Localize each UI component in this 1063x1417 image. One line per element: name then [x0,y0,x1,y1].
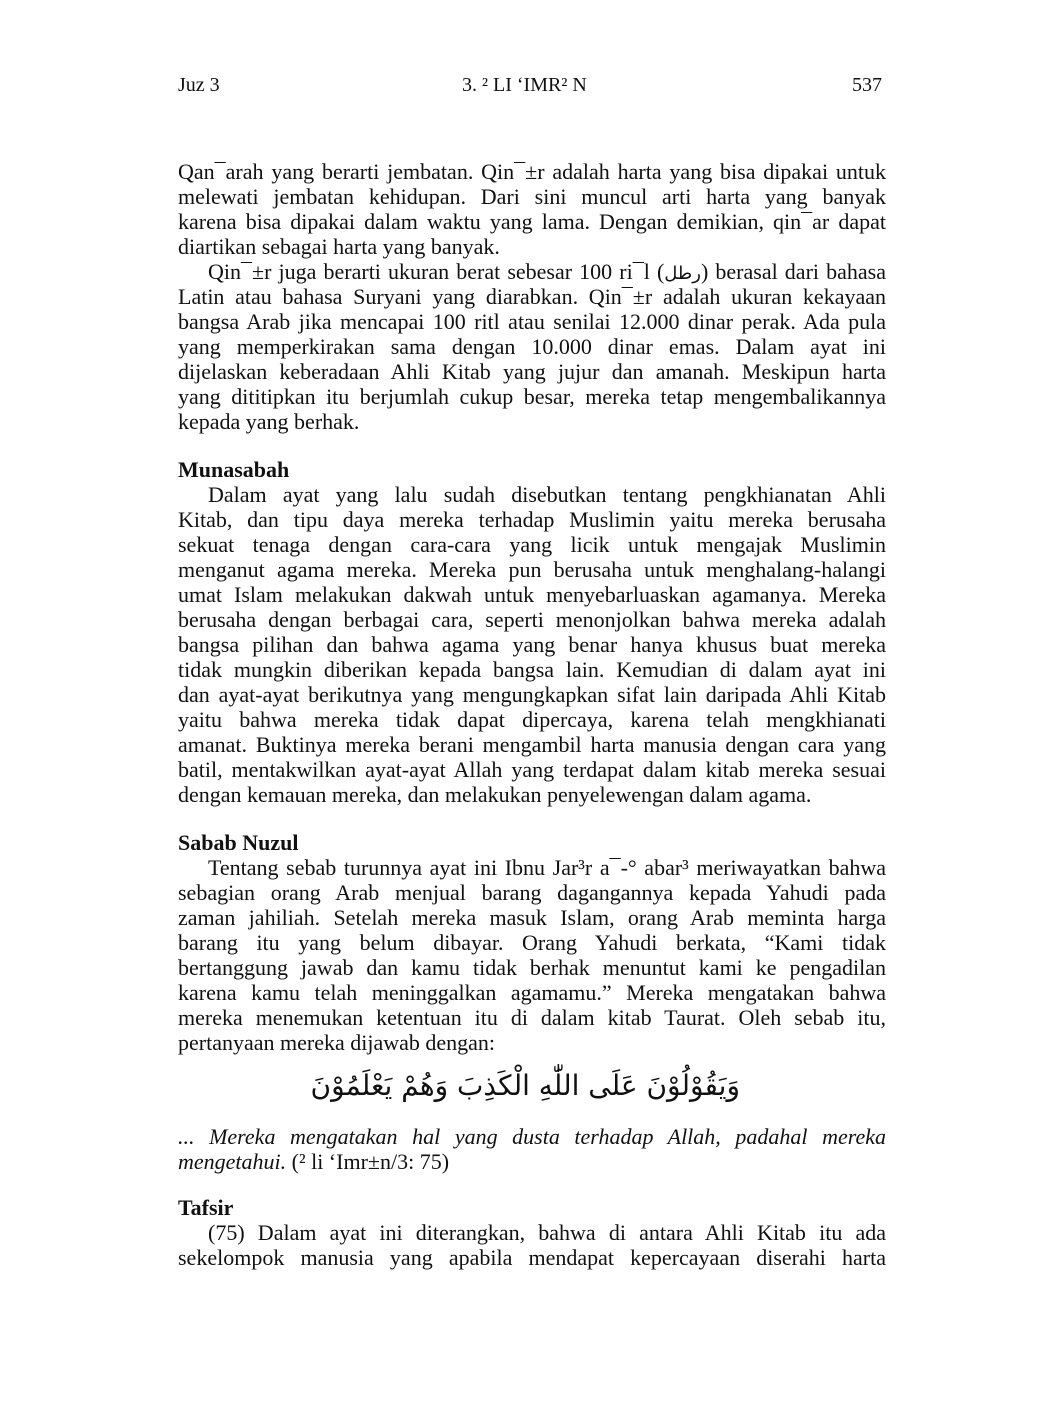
text-line: batil, mentakwilkan ayat-ayat Allah yang terdapat dalam kitab mereka sesuai [178,757,886,782]
text-line: yaitu bahwa mereka tidak dapat dipercaya, karena telah mengkhianati [178,707,886,732]
text-line: (75) Dalam ayat ini diterangkan, bahwa di antara Ahli Kitab itu ada [208,1220,886,1245]
text-line: karena bisa dipakai dalam waktu yang lama. Dengan demikian, qin¯ar dapat [178,209,886,234]
paragraph-qintar-definition [178,159,886,259]
text-line: karena kamu telah meninggalkan agamamu.” Mereka mengatakan bahwa [178,980,886,1005]
quran-verse-arabic: وَيَقُوْلُوْنَ عَلَى اللّٰهِ الْكَذِبَ وَهُمْ يَعْلَمُوْنَ [310,1069,740,1102]
text-line: umat Islam melakukan dakwah untuk menyebarluaskan agamanya. Mereka [178,582,886,607]
text-line: berusaha dengan berbagai cara, seperti menonjolkan bahwa mereka adalah [178,607,886,632]
text-line: bangsa pilihan dan bahwa agama yang benar hanya khusus buat mereka [178,632,886,657]
text-line: mereka menemukan ketentuan itu di dalam kitab Taurat. Oleh sebab itu, [178,1005,886,1030]
text-line: sekuat tenaga dengan cara-cara yang licik untuk mengajak Muslimin [178,532,886,557]
heading-sabab-nuzul: Sabab Nuzul [178,830,299,855]
text-line: pertanyaan mereka dijawab dengan: [178,1030,496,1055]
running-header-surah: 3. ² LI ‘IMR² N [462,74,587,96]
text-line [178,1149,886,1174]
text-line: Latin atau bahasa Suryani yang diarabkan. Qin¯±r adalah ukuran kekayaan [178,284,886,309]
text-line: tidak mungkin diberikan kepada bangsa lain. Kemudian di dalam ayat ini [178,657,886,682]
text-line: yang memperkirakan sama dengan 10.000 dinar emas. Dalam ayat ini [178,334,886,359]
text-line: sekelompok manusia yang apabila mendapat kepercayaan diserahi harta [178,1245,886,1270]
text-line: dijelaskan keberadaan Ahli Kitab yang jujur dan amanah. Meskipun harta [178,359,886,384]
text-line: Kitab, dan tipu daya mereka terhadap Muslimin yaitu mereka berusaha [178,507,886,532]
text-line: diartikan sebagai harta yang banyak. [178,234,500,259]
page-number: 537 [852,74,882,96]
paragraph-munasabah [178,482,886,807]
heading-tafsir: Tafsir [178,1195,234,1220]
text-line: bertanggung jawab dan kamu tidak berhak menuntut kami ke pengadilan [178,955,886,980]
text-line: dengan kemauan mereka, dan melakukan penyelewengan dalam agama. [178,782,812,807]
text-line: barang itu yang belum dibayar. Orang Yahudi berkata, “Kami tidak [178,930,886,955]
text-line: Qan¯arah yang berarti jembatan. Qin¯±r adalah harta yang bisa dipakai untuk [178,159,886,184]
verse-reference: (² li ‘Imr±n/3: 75) [286,1149,450,1174]
text-line: Dalam ayat yang lalu sudah disebutkan tentang pengkhianatan Ahli [208,482,886,507]
text-line: amanat. Buktinya mereka berani mengambil harta manusia dengan cara yang [178,732,886,757]
text-line: zaman jahiliah. Setelah mereka masuk Islam, orang Arab meminta harga [178,905,886,930]
text-line: Tentang sebab turunnya ayat ini Ibnu Jar³r a¯-° abar³ meriwayatkan bahwa [208,855,886,880]
translation-text: mengetahui. [178,1149,287,1174]
text-line: yang dititipkan itu berjumlah cukup besar, mereka tetap mengembalikannya [178,384,886,409]
heading-munasabah: Munasabah [178,457,290,482]
text-line: melewati jembatan kehidupan. Dari sini muncul arti harta yang banyak [178,184,886,209]
text-line: menganut agama mereka. Mereka pun berusaha untuk menghalang-halangi [178,557,886,582]
text-line: kepada yang berhak. [178,409,360,434]
paragraph-qintar-weight [178,259,886,434]
arabic-word: رطل [664,263,701,284]
text-line: sebagian orang Arab menjual barang dagangannya kepada Yahudi pada [178,880,886,905]
text-line: bangsa Arab jika mencapai 100 ritl atau senilai 12.000 dinar perak. Ada pula [178,309,886,334]
verse-translation [178,1124,886,1174]
paragraph-tafsir [178,1220,886,1270]
running-header-juz: Juz 3 [178,74,220,96]
text-line [178,1124,886,1149]
text-line: dan ayat-ayat berikutnya yang mengungkapkan sifat lain daripada Ahli Kitab [178,682,886,707]
paragraph-sabab-nuzul [178,855,886,1055]
text-line: Qin¯±r juga berarti ukuran berat sebesar 100 ri¯l (رطل) berasal dari bahasa [208,259,886,284]
translation-text: ... Mereka mengatakan hal yang dusta terhadap Allah, padahal mereka [178,1124,886,1149]
